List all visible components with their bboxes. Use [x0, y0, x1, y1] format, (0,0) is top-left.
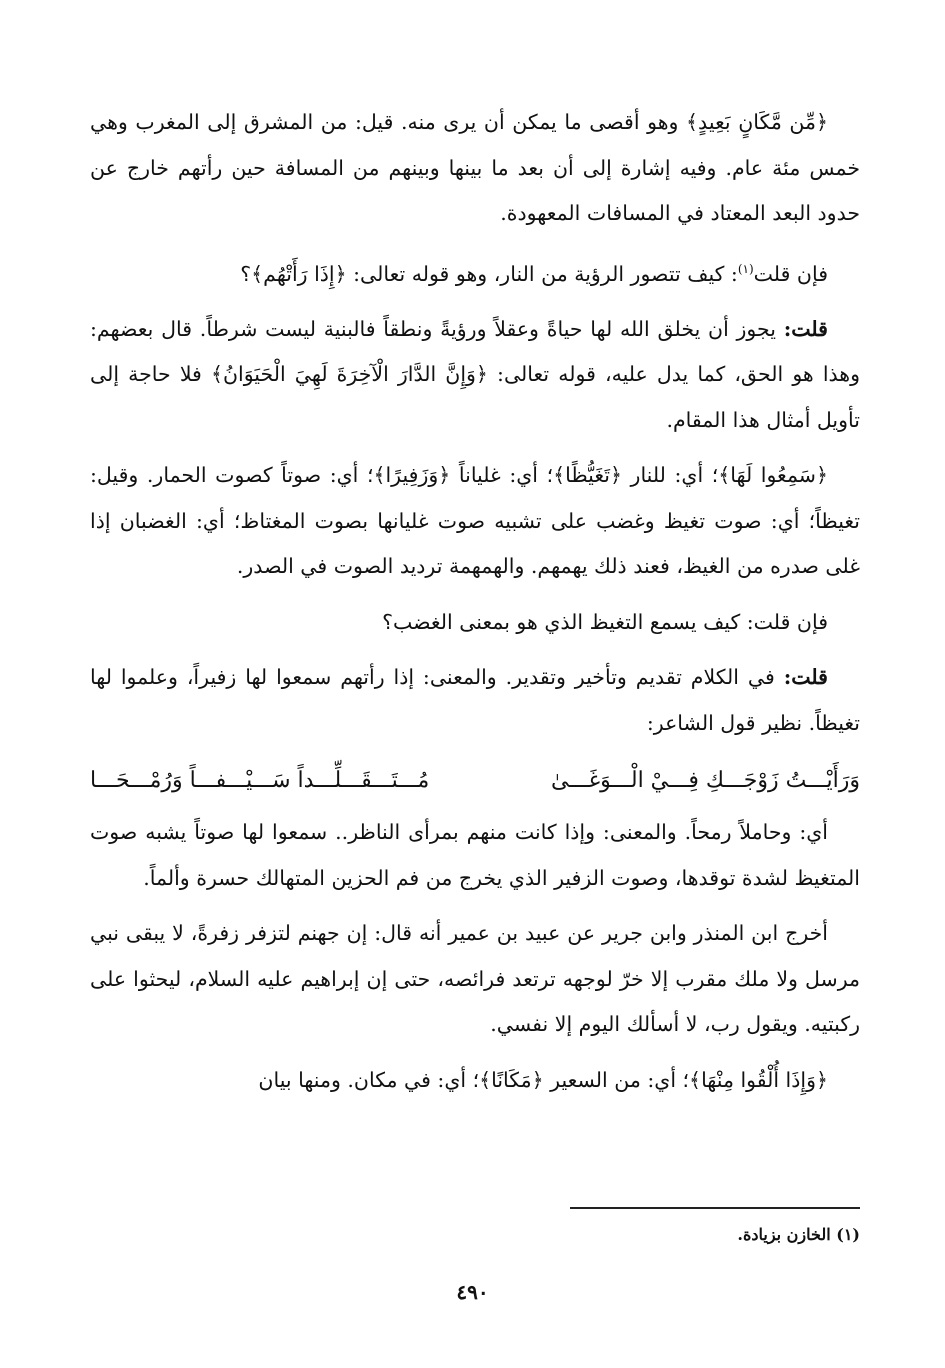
paragraph-6: [90, 655, 860, 746]
paragraph-3-text: يجوز أن يخلق الله لها حياةً وعقلاً ورؤيةً ونطقاً فالبنية ليست شرطاً. قال بعضهم: وهذا هو الحق، كما يدل عليه، قوله تعالى: ﴿وَإِنَّ الدَّارَ الْآخِرَةَ لَهِيَ الْحَيَوَانُ﴾ فلا حاجة إلى تأويل أمثال هذا المقام.: [90, 316, 860, 432]
page-body: [90, 100, 860, 1113]
paragraph-6-text: في الكلام تقديم وتأخير وتقدير. والمعنى: إذا رأتهم سمعوا لها زفيراً، وعلموا لها تغيظاً. نظير قول الشاعر:: [90, 665, 860, 735]
footnote: (١) الخازن بزيادة.: [737, 1225, 860, 1244]
paragraph-2-lead: فإن قلت: [753, 261, 828, 286]
poem-verse: [90, 756, 860, 806]
paragraph-2: [90, 247, 860, 297]
poem-hemistich-left: مُـــتَـــقَـــلِّـــداً سَـــيْـــفـــاً وَرُمْـــحَـــا: [90, 768, 430, 794]
page-number: ٤٩٠: [456, 1280, 489, 1304]
footnote-marker: (١): [737, 261, 754, 276]
paragraph-1: ﴿مِّن مَّكَانٍ بَعِيدٍ﴾ وهو أقصى ما يمكن أن يرى منه. قيل: من المشرق إلى المغرب وهي خمس مئة عام. وفيه إشارة إلى أن بعد ما بينها وبينهم من المسافة حين رأتهم خارج عن حدود البعد المعتاد في المسافات المعهودة.: [90, 110, 860, 225]
paragraph-7: أي: وحاملاً رمحاً. والمعنى: وإذا كانت منهم بمرأى الناظر.. سمعوا لها صوتاً يشبه صوت المتغيظ لشدة توقدها، وصوت الزفير الذي يخرج من فم الحزين المتهالك حسرة وألماً.: [90, 820, 860, 890]
paragraph-2-text: : كيف تتصور الرؤية من النار، وهو قوله تعالى: ﴿إِذَا رَأَتْهُم﴾؟: [240, 261, 738, 286]
footnote-divider: [570, 1207, 860, 1209]
paragraph-3-lead: قلت:: [783, 316, 828, 341]
poem-hemistich-right: وَرَأَيْـــتُ زَوْجَـــكِ فِـــيْ الْـــوَغَـــىٰ: [550, 768, 860, 794]
paragraph-3: [90, 307, 860, 444]
paragraph-6-lead: قلت:: [783, 665, 828, 690]
paragraph-9: ﴿وَإِذَا أُلْقُوا مِنْهَا﴾؛ أي: من السعير ﴿مَكَانًا﴾؛ أي: في مكان. ومنها بيان: [258, 1067, 828, 1092]
paragraph-5: فإن قلت: كيف يسمع التغيظ الذي هو بمعنى الغضب؟: [382, 609, 828, 634]
paragraph-4: ﴿سَمِعُوا لَهَا﴾؛ أي: للنار ﴿تَغَيُّظًا﴾؛ أي: غلياناً ﴿وَزَفِيرًا﴾؛ أي: صوتاً كصوت الحمار. وقيل: تغيظاً؛ أي: صوت تغيظ وغضب على تشبيه صوت غليانها بصوت المغتاظ؛ أي: الغضبان إذا غلى صدره من الغيظ، فعند ذلك يهمهم. والهمهمة ترديد الصوت في الصدر.: [90, 463, 860, 579]
paragraph-8: أخرج ابن المنذر وابن جرير عن عبيد بن عمير أنه قال: إن جهنم لتزفر زفرةً، لا يبقى نبي مرسل ولا ملك مقرب إلا خرّ لوجهه ترتعد فرائصه، حتى إن إبراهيم عليه السلام، ليحثوا على ركبتيه. ويقول رب، لا أسألك اليوم إلا نفسي.: [90, 921, 860, 1037]
